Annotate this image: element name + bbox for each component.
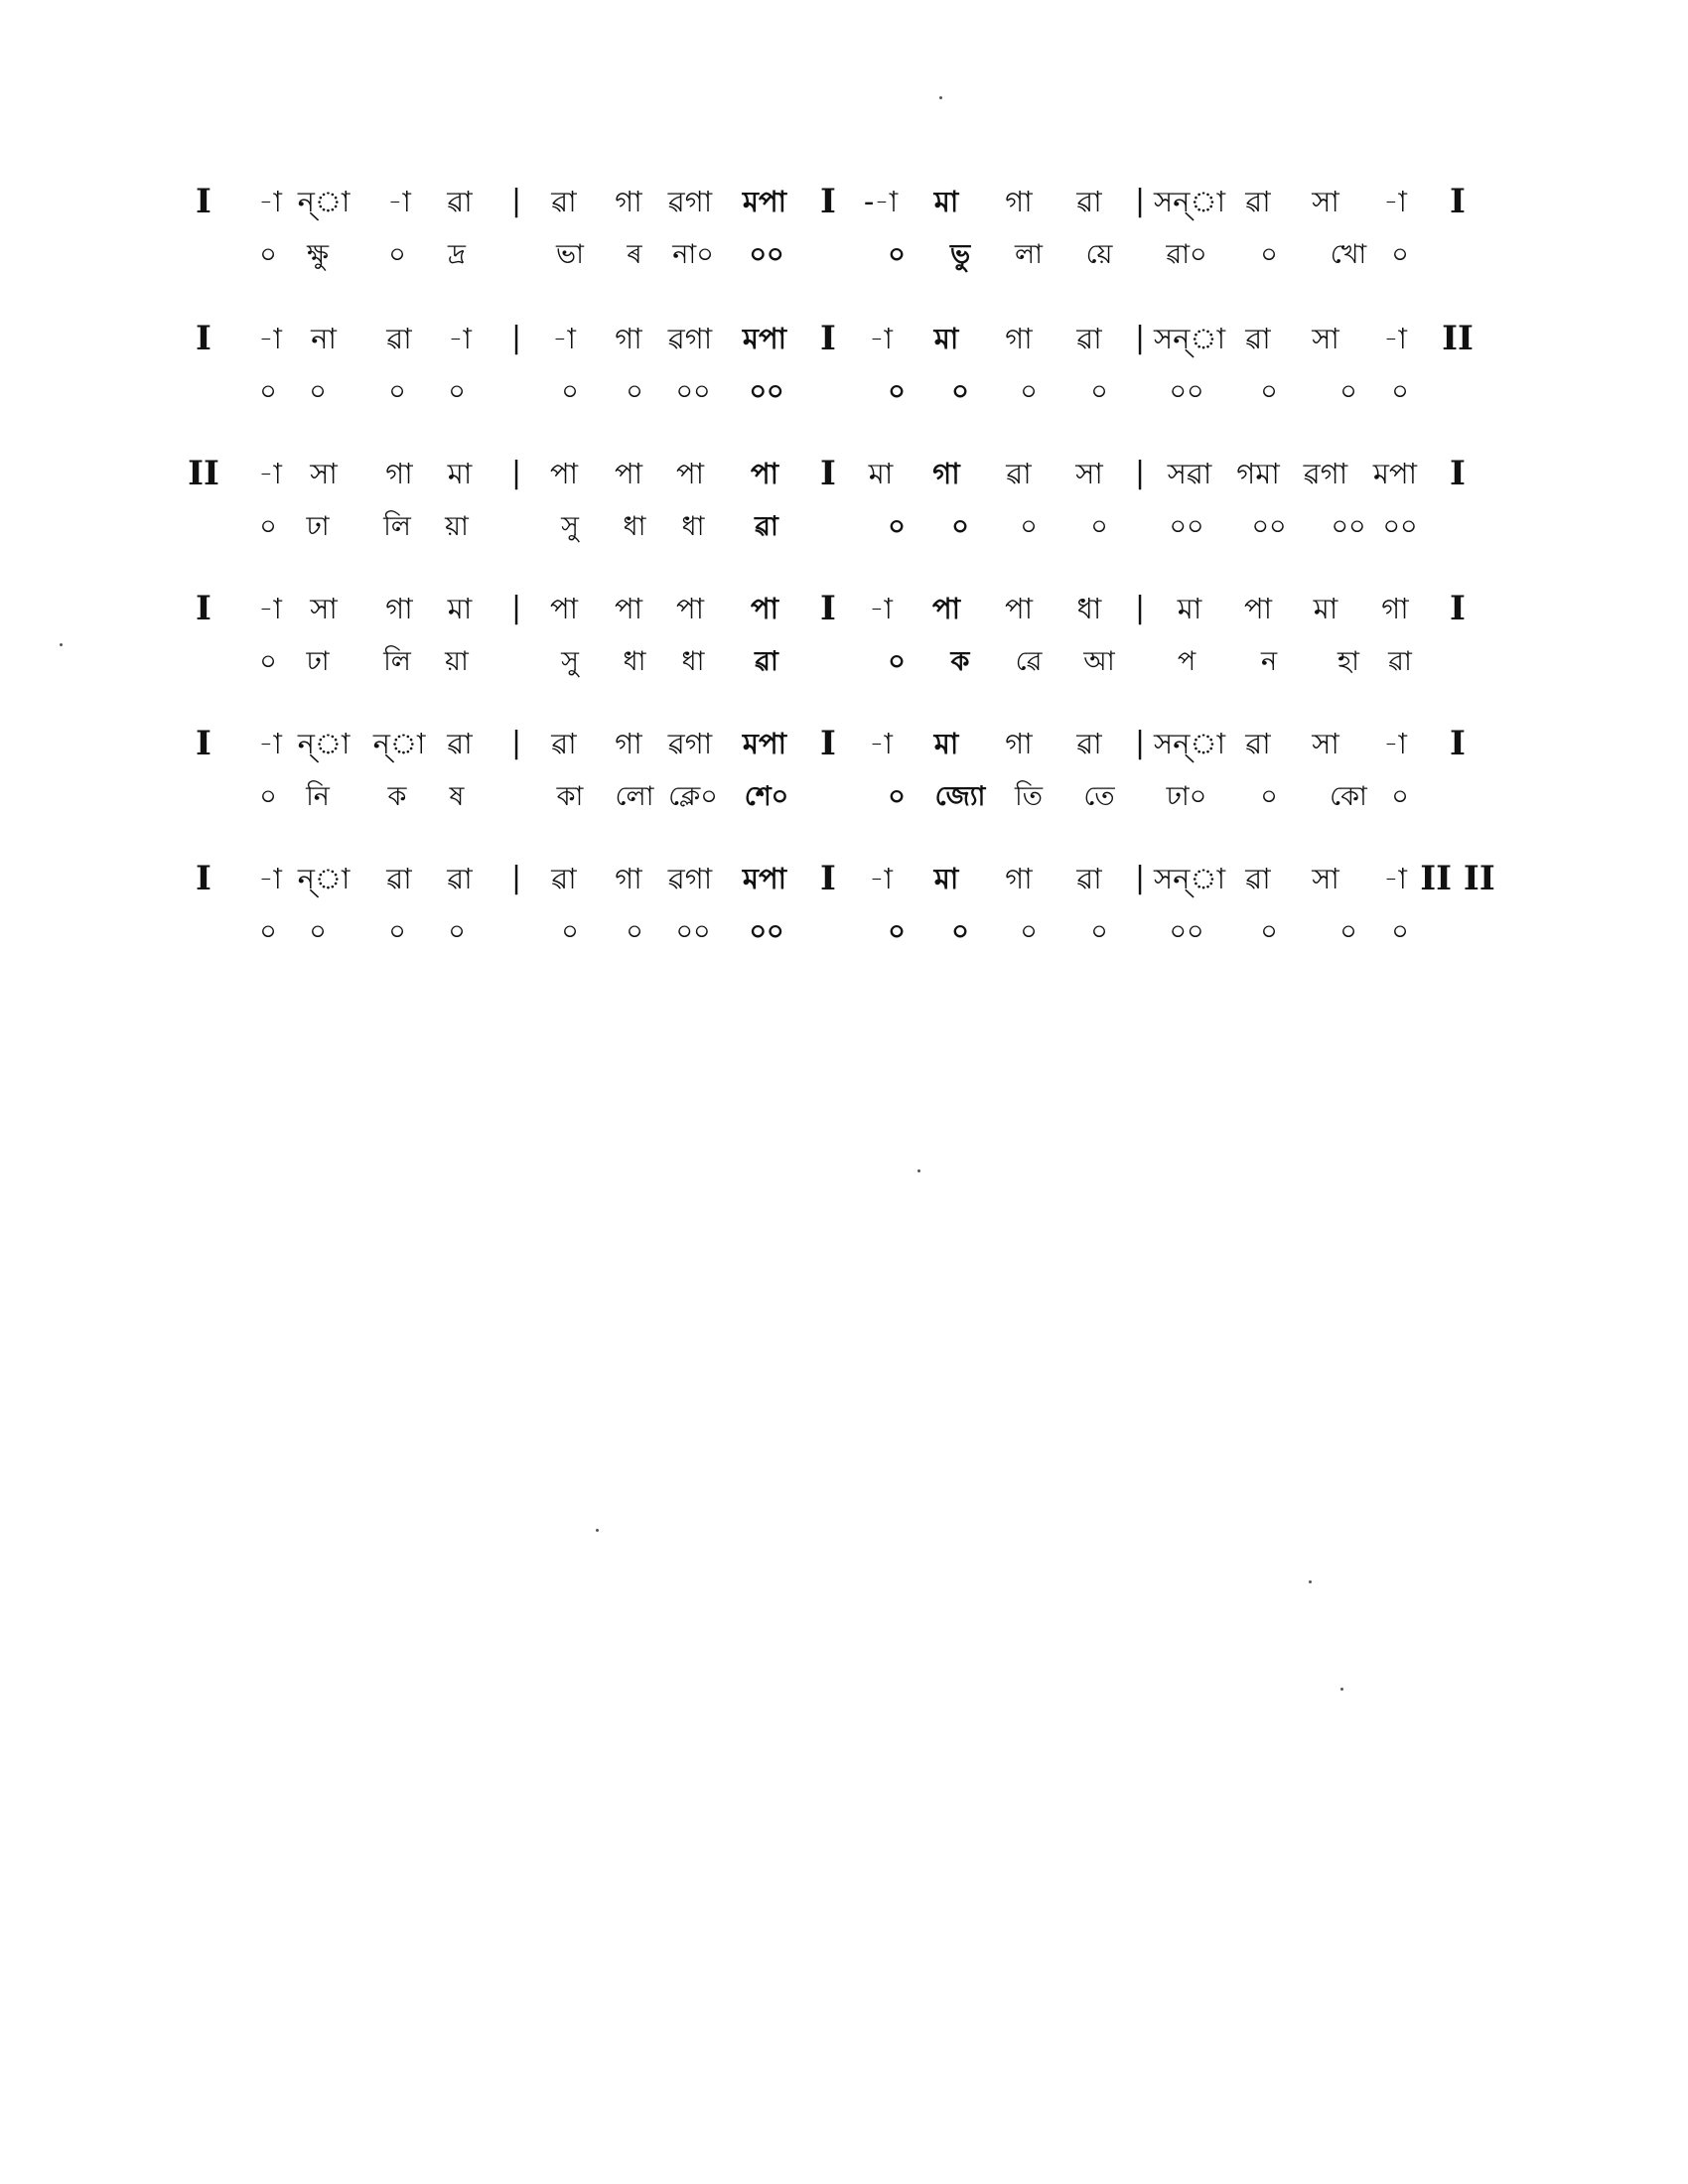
notation-line [0,177,1688,296]
lyric-syllable: ০০ [749,239,784,270]
note: সন্া [1153,862,1226,895]
lyric-syllable: ০ [1339,376,1357,407]
lyric-syllable: হা [1336,646,1360,677]
note: -া [258,727,282,760]
note: না [311,322,337,355]
note: -া [258,457,282,490]
note: ৱা [1076,727,1102,760]
lyric-syllable: কো [1330,781,1367,812]
note: গা [1005,862,1033,895]
bar-line: II [1442,319,1474,358]
bar-line: I [820,859,836,898]
note: -া [258,862,282,895]
lyric-syllable: খো [1330,239,1367,270]
note: গা [615,185,642,218]
bar-line: | [510,726,522,760]
lyric-syllable: ০ [1260,916,1278,947]
note: -া [387,185,411,218]
lyric-syllable: ০০ [1169,376,1204,407]
note: ৱা [447,862,473,895]
scan-speck [939,96,942,99]
lyric-syllable: ৱে [1015,646,1043,677]
note: ৱা [1076,322,1102,355]
note: -া [552,322,576,355]
lyric-syllable: ০ [259,239,277,270]
note: মা [868,457,894,490]
lyric-syllable: ধা [623,511,646,542]
bar-line: I [1450,724,1466,763]
lyric-syllable: ৱা [1388,646,1412,677]
bar-line: I [820,319,836,358]
lyric-syllable: ০ [888,916,906,947]
note: পা [614,457,643,490]
note: সন্া [1153,322,1226,355]
notation-line [0,719,1688,838]
lyric-syllable: ষ [449,781,465,812]
notation-line [0,584,1688,703]
note: সা [1312,727,1339,760]
lyric-syllable: ভা [556,239,584,270]
lyric-syllable: ০ [309,376,327,407]
note: পা [1243,592,1273,625]
note: ৱগা [667,322,713,355]
lyric-syllable: ০ [888,511,906,542]
lyric-syllable: ০ [259,511,277,542]
note: -া [869,862,893,895]
notation-line [0,314,1688,433]
lyric-syllable: ০ [1020,376,1038,407]
note: ৱা [1006,457,1032,490]
lyric-syllable: ৱা০ [1166,239,1207,270]
bar-line: I [1450,182,1466,221]
lyric-syllable: ০ [1391,376,1409,407]
lyric-syllable: প [1177,646,1196,677]
lyric-syllable: ন [1260,646,1278,677]
lyric-syllable: ০০ [1382,511,1418,542]
lyric-syllable: ০ [626,916,643,947]
lyric-syllable: ভু [949,239,971,270]
bar-line: I [196,859,211,898]
note: সন্া [1153,727,1226,760]
note: ন্া [297,185,351,218]
note: ৱা [1076,185,1102,218]
lyric-syllable: ক [950,646,970,677]
bar-line: | [1134,321,1146,355]
lyric-syllable: ০০ [1169,916,1204,947]
lyric-syllable: ০ [561,916,579,947]
note: ৱগা [667,185,713,218]
lyric-syllable: ৱা [755,646,778,677]
lyric-syllable: লো [615,781,654,812]
note: -া [869,322,893,355]
lyric-syllable: ০ [1090,916,1108,947]
note: সা [310,592,338,625]
note: ৱা [1245,727,1271,760]
lyric-syllable: ০ [309,916,327,947]
note: ৱা [386,862,412,895]
lyric-syllable: ধা [623,646,646,677]
bar-line: | [1134,726,1146,760]
lyric-row [0,367,1688,417]
note: -া [448,322,472,355]
lyric-syllable: সু [561,511,579,542]
swaralipi-row [0,584,1688,633]
bar-line: I [1450,589,1466,628]
bar-line: II [188,454,219,493]
lyric-syllable: দ্ৰ [448,239,466,270]
bar-line: I [820,724,836,763]
note: মা [447,592,473,625]
lyric-syllable: ০০ [749,916,784,947]
note: ৱগা [667,862,713,895]
swaralipi-row [0,177,1688,226]
lyric-syllable: ০ [561,376,579,407]
note: পা [931,592,961,625]
note: ৱা [447,727,473,760]
lyric-syllable: ক্লে০ [668,781,718,812]
bar-line: | [510,861,522,895]
notation-line [0,854,1688,973]
lyric-syllable: ০ [1391,781,1409,812]
lyric-syllable: ক্ষু [307,239,329,270]
lyric-syllable: ০ [1090,511,1108,542]
note: মা [933,322,959,355]
lyric-syllable: য়া [445,511,469,542]
note: মপা [1372,457,1418,490]
swaralipi-row [0,449,1688,498]
note: গা [615,322,642,355]
note: মপা [742,862,787,895]
lyric-row [0,230,1688,280]
note: গা [1005,322,1033,355]
note: ৱা [386,322,412,355]
scan-speck [60,643,63,646]
note: পা [549,457,579,490]
lyric-syllable: ০ [259,781,277,812]
note: পা [750,457,779,490]
note: -া [258,322,282,355]
bar-line: I [1450,454,1466,493]
note: -া [1383,185,1407,218]
note: -া [1383,727,1407,760]
lyric-row [0,502,1688,552]
lyric-syllable: সু [561,646,579,677]
note: সা [310,457,338,490]
lyric-row [0,637,1688,687]
note: মা [1177,592,1202,625]
lyric-syllable: ০ [388,916,406,947]
note: সা [1312,322,1339,355]
note: পা [675,457,705,490]
note: গা [1005,185,1033,218]
note: পা [750,592,779,625]
lyric-syllable: ০ [888,646,906,677]
note: মা [447,457,473,490]
note: ন্া [372,727,426,760]
note: ন্া [297,862,351,895]
lyric-syllable: ০ [1020,511,1038,542]
note: --া [863,185,899,218]
note: -া [869,592,893,625]
note: ৱা [551,727,577,760]
bar-line: I [196,724,211,763]
note: সৱা [1167,457,1212,490]
lyric-syllable: ০ [388,239,406,270]
note: ৱা [1245,185,1271,218]
note: সা [1312,185,1339,218]
lyric-syllable: ০ [888,781,906,812]
lyric-syllable: না০ [672,239,714,270]
note: গা [615,727,642,760]
note: -া [1383,862,1407,895]
lyric-syllable: জ্যো [934,781,986,812]
swaralipi-row [0,854,1688,903]
lyric-syllable: লি [383,646,411,677]
note: মা [933,727,959,760]
bar-line: | [1134,861,1146,895]
lyric-syllable: ঢা [306,511,330,542]
bar-line: II II [1420,859,1495,898]
lyric-syllable: ০ [388,376,406,407]
lyric-syllable: ০ [888,239,906,270]
note: গা [385,457,413,490]
lyric-syllable: ০ [259,646,277,677]
note: পা [675,592,705,625]
note: ৱা [1245,322,1271,355]
lyric-syllable: ০ [1260,239,1278,270]
swaralipi-row [0,314,1688,363]
lyric-syllable: ০০ [1251,511,1287,542]
lyric-syllable: ০০ [675,916,711,947]
lyric-syllable: ০ [259,376,277,407]
lyric-syllable: ০ [951,916,969,947]
note: ৱগা [667,727,713,760]
note: পা [549,592,579,625]
lyric-syllable: লি [383,511,411,542]
lyric-syllable: ০০ [1331,511,1366,542]
bar-line: I [196,589,211,628]
lyric-syllable: ০ [626,376,643,407]
note: -া [258,185,282,218]
notation-line [0,449,1688,568]
note: গা [1005,727,1033,760]
bar-line: I [820,182,836,221]
note: ধা [1076,592,1102,625]
note: ৱগা [1303,457,1348,490]
lyric-syllable: তি [1015,781,1043,812]
note: ৱা [1076,862,1102,895]
note: মপা [742,185,787,218]
lyric-syllable: শে০ [744,781,789,812]
bar-line: | [1134,184,1146,218]
lyric-syllable: ০ [1391,916,1409,947]
note: গমা [1236,457,1280,490]
lyric-syllable: ০০ [1169,511,1204,542]
bar-line: | [1134,456,1146,490]
bar-line: | [510,321,522,355]
bar-line: I [820,589,836,628]
lyric-syllable: ০ [448,916,466,947]
note: সা [1312,862,1339,895]
bar-line: | [510,591,522,625]
bar-line: | [1134,591,1146,625]
lyric-syllable: ০ [1090,376,1108,407]
lyric-syllable: ০ [888,376,906,407]
bar-line: | [510,456,522,490]
bar-line: I [820,454,836,493]
note: গা [385,592,413,625]
lyric-syllable: ০ [1260,376,1278,407]
note: -া [258,592,282,625]
lyric-row [0,907,1688,957]
lyric-syllable: ০ [1391,239,1409,270]
lyric-syllable: ৱা [755,511,778,542]
lyric-syllable: ঢা০ [1166,781,1207,812]
note: সন্া [1153,185,1226,218]
note: গা [1381,592,1409,625]
note: ৱা [551,185,577,218]
lyric-syllable: ০ [1020,916,1038,947]
lyric-syllable: ০ [951,511,969,542]
note: -া [869,727,893,760]
note: মা [933,185,959,218]
note: পা [1004,592,1034,625]
lyric-syllable: কা [556,781,584,812]
note: মপা [742,727,787,760]
note: গা [615,862,642,895]
note: ন্া [297,727,351,760]
lyric-syllable: ০ [448,376,466,407]
note: ৱা [551,862,577,895]
note: মপা [742,322,787,355]
note: ৱা [1245,862,1271,895]
bar-line: I [196,182,211,221]
note: ৱা [447,185,473,218]
lyric-syllable: য়ে [1085,239,1113,270]
lyric-syllable: ঢা [306,646,330,677]
lyric-syllable: ০ [1339,916,1357,947]
note: সা [1075,457,1103,490]
note: মা [933,862,959,895]
lyric-row [0,772,1688,822]
lyric-syllable: য়া [445,646,469,677]
lyric-syllable: ধা [681,511,705,542]
lyric-syllable: নি [306,781,330,812]
note: মা [1313,592,1338,625]
bar-line: I [196,319,211,358]
note: -া [1383,322,1407,355]
lyric-syllable: ০০ [675,376,711,407]
scan-speck [1309,1580,1312,1583]
lyric-syllable: ৰ [627,239,642,270]
lyric-syllable: ০০ [749,376,784,407]
note: পা [614,592,643,625]
scan-speck [596,1529,599,1532]
scan-speck [1340,1688,1343,1691]
lyric-syllable: ০ [951,376,969,407]
swaralipi-row [0,719,1688,768]
lyric-syllable: লা [1015,239,1043,270]
lyric-syllable: ধা [681,646,705,677]
note: গা [932,457,960,490]
lyric-syllable: ০ [259,916,277,947]
lyric-syllable: তে [1083,781,1115,812]
bar-line: | [510,184,522,218]
lyric-syllable: ক [387,781,407,812]
lyric-syllable: আ [1083,646,1115,677]
scan-speck [917,1169,920,1172]
lyric-syllable: ০ [1260,781,1278,812]
